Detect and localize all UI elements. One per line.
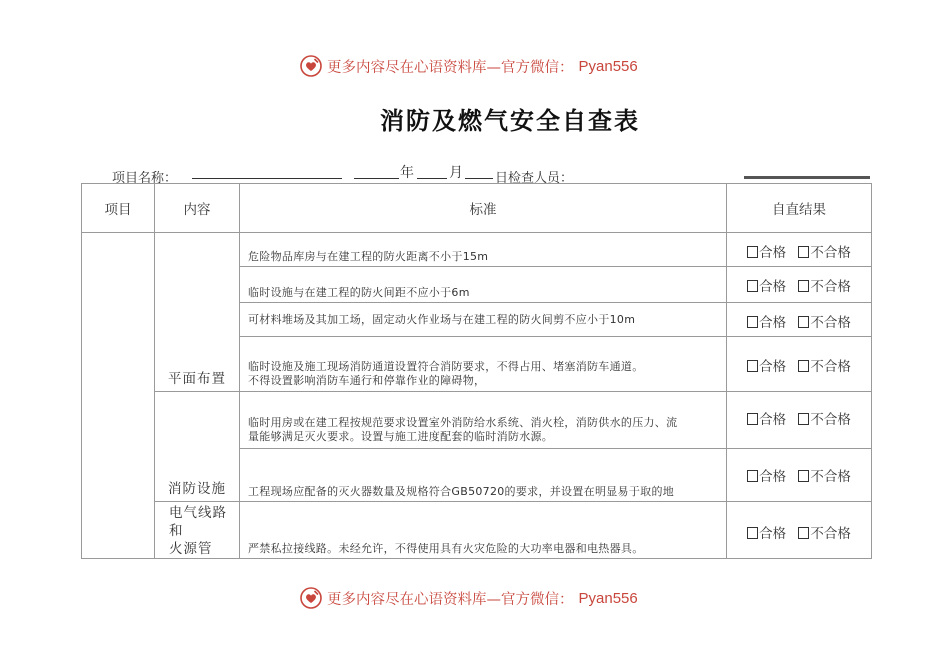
project-name-label: 项目名称： — [112, 171, 178, 186]
checkbox-icon[interactable] — [798, 360, 809, 372]
pass-option[interactable] — [747, 275, 786, 295]
page-title — [0, 101, 950, 136]
checkbox-icon[interactable] — [747, 246, 758, 258]
title-part-2: 安全自查表 — [510, 107, 640, 135]
watermark-text: 更多内容尽在心语资料库—官方微信： — [327, 591, 574, 608]
pass-label: 合格 — [759, 315, 787, 331]
fail-option[interactable] — [798, 522, 851, 542]
pass-label: 合格 — [759, 526, 787, 542]
fail-label: 不合格 — [810, 279, 851, 295]
standard-line: 量能够满足灭火要求。设置与施工进度配套的临时消防水源。 — [248, 430, 554, 443]
heart-pen-logo-icon — [300, 55, 322, 77]
checkbox-icon[interactable] — [798, 413, 809, 425]
checkbox-icon[interactable] — [747, 316, 758, 328]
result-cell — [727, 502, 872, 559]
watermark-bottom — [300, 585, 660, 611]
watermark-id: Pyan556 — [578, 57, 638, 75]
checkbox-icon[interactable] — [798, 246, 809, 258]
pass-option[interactable] — [747, 522, 786, 542]
table-header-row — [82, 184, 872, 233]
result-cell — [727, 303, 872, 337]
standard-text: 工程现场应配备的灭火器数量及规格符合GB50720的要求，并设置在明显易于取的地 — [240, 449, 727, 502]
result-cell — [727, 337, 872, 392]
fail-option[interactable] — [798, 311, 851, 331]
pass-option[interactable] — [747, 241, 786, 261]
fail-option[interactable] — [798, 465, 851, 485]
table-row — [82, 392, 872, 449]
standard-text: 危险物品库房与在建工程的防火距离不小于15m — [240, 233, 727, 267]
content-electrical-lines — [155, 502, 240, 559]
fail-option[interactable] — [798, 275, 851, 295]
standard-line: 临时用房或在建工程按规范要求设置室外消防给水系统、消火栓，消防供水的压力、流 — [248, 416, 678, 429]
content-line: 电气线路和 — [169, 505, 227, 539]
checkbox-icon[interactable] — [798, 527, 809, 539]
heart-pen-logo-icon — [300, 587, 322, 609]
month-field[interactable] — [417, 178, 447, 179]
header-content: 内容 — [155, 184, 240, 233]
fail-option[interactable] — [798, 355, 851, 375]
result-cell — [727, 392, 872, 449]
day-inspector-label: 日检查人员： — [495, 171, 574, 186]
checkbox-icon[interactable] — [798, 280, 809, 292]
checkbox-icon[interactable] — [747, 360, 758, 372]
table-row — [82, 502, 872, 559]
fail-label: 不合格 — [810, 469, 851, 485]
content-layout: 平面布置 — [155, 233, 240, 392]
project-name-field[interactable] — [192, 178, 342, 179]
fail-option[interactable] — [798, 241, 851, 261]
header-item: 项目 — [82, 184, 155, 233]
standard-line: 不得设置影响消防车通行和停靠作业的障碍物， — [248, 374, 486, 387]
standard-text: 可材料堆场及其加工场，固定动火作业场与在建工程的防火间剪不应小于10m — [240, 303, 727, 337]
header-standard: 标准 — [240, 184, 727, 233]
inspector-field[interactable] — [744, 176, 870, 179]
fail-label: 不合格 — [810, 245, 851, 261]
checkbox-icon[interactable] — [798, 316, 809, 328]
standard-text — [240, 392, 727, 449]
pass-label: 合格 — [759, 412, 787, 428]
year-field[interactable] — [354, 178, 399, 179]
checkbox-icon[interactable] — [747, 527, 758, 539]
pass-option[interactable] — [747, 465, 786, 485]
result-cell — [727, 449, 872, 502]
fail-label: 不合格 — [810, 412, 851, 428]
pass-option[interactable] — [747, 355, 786, 375]
checkbox-icon[interactable] — [747, 280, 758, 292]
item-cell — [82, 233, 155, 559]
pass-option[interactable] — [747, 311, 786, 331]
pass-option[interactable] — [747, 408, 786, 428]
pass-label: 合格 — [759, 279, 787, 295]
watermark-text: 更多内容尽在心语资料库—官方微信： — [327, 59, 574, 76]
watermark-top — [300, 53, 660, 79]
checkbox-icon[interactable] — [747, 470, 758, 482]
pass-label: 合格 — [759, 469, 787, 485]
header-result: 自直结果 — [727, 184, 872, 233]
fail-option[interactable] — [798, 408, 851, 428]
standard-text: 临时设施与在建工程的防火间距不应小于6m — [240, 267, 727, 303]
content-fire-facilities: 消防设施 — [155, 392, 240, 502]
pass-label: 合格 — [759, 245, 787, 261]
standard-line: 临时设施及施工现场消防通道设置符合消防要求，不得占用、堵塞消防车通道。 — [248, 360, 644, 373]
checkbox-icon[interactable] — [798, 470, 809, 482]
table-row — [82, 233, 872, 267]
fail-label: 不合格 — [810, 526, 851, 542]
month-label: 月 — [449, 165, 463, 181]
title-part-1: 消防及燃气 — [380, 107, 510, 135]
year-label: 年 — [400, 165, 414, 181]
standard-text: 严禁私拉接线路。未经允许，不得使用具有火灾危险的大功率电器和电热器具。 — [240, 502, 727, 559]
fail-label: 不合格 — [810, 315, 851, 331]
safety-checklist-table — [81, 183, 872, 559]
result-cell — [727, 233, 872, 267]
pass-label: 合格 — [759, 359, 787, 375]
result-cell — [727, 267, 872, 303]
watermark-id: Pyan556 — [578, 589, 638, 607]
checkbox-icon[interactable] — [747, 413, 758, 425]
content-line: 火源管 — [169, 541, 213, 557]
day-field[interactable] — [465, 178, 493, 179]
fail-label: 不合格 — [810, 359, 851, 375]
standard-text — [240, 337, 727, 392]
